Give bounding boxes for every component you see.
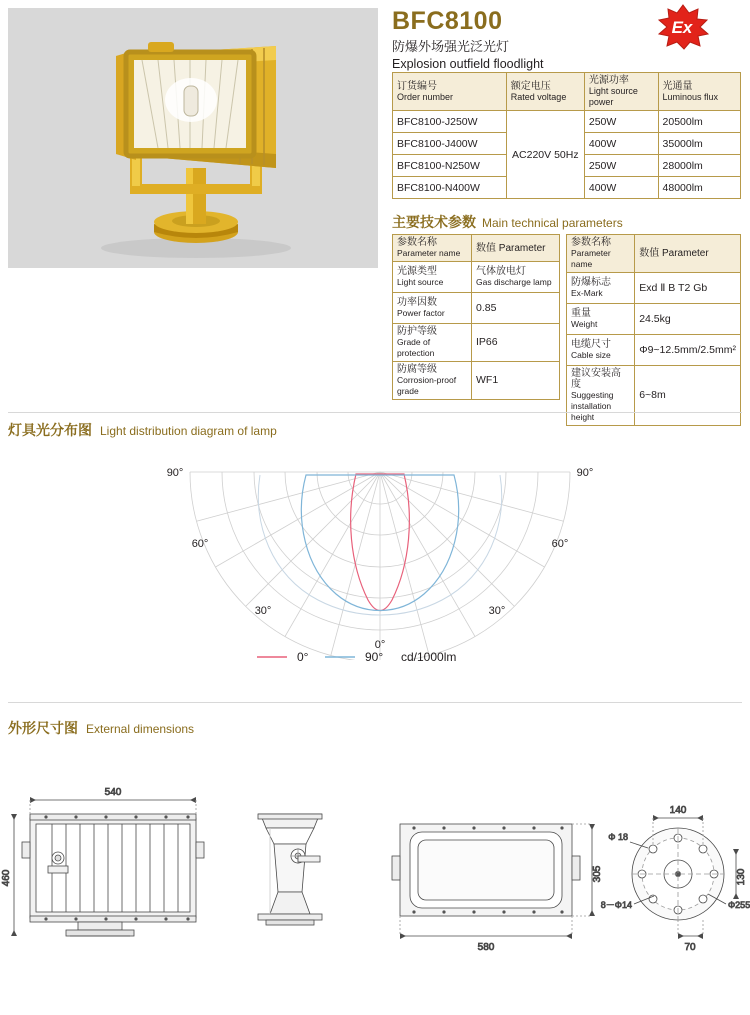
dim-bolt-holes: 8－Φ14 <box>600 900 632 910</box>
cell-rated-voltage: AC220V 50Hz <box>506 111 584 199</box>
param-name: 光源类型 Light source <box>393 262 472 293</box>
product-photo <box>8 8 378 268</box>
external-dimensions-heading: 外形尺寸图 External dimensions <box>8 720 195 736</box>
cell-order-number: BFC8100-J250W <box>393 111 507 133</box>
legend-unit: cd/1000lm <box>401 650 457 664</box>
dim-base-height: 130 <box>736 868 747 886</box>
col-order-number: 订货编号 Order number <box>393 73 507 111</box>
legend-graphic <box>255 648 515 666</box>
cell-order-number: BFC8100-N400W <box>393 177 507 199</box>
svg-text:Ex: Ex <box>671 18 693 37</box>
section-divider <box>8 702 742 703</box>
param-value: Φ9~12.5mm/2.5mm² <box>635 335 741 366</box>
cell-order-number: BFC8100-N250W <box>393 155 507 177</box>
cell-order-number: BFC8100-J400W <box>393 133 507 155</box>
product-name-cn: 防爆外场强光泛光灯 <box>392 39 510 54</box>
polar-photometric-plot <box>150 460 610 660</box>
light-distribution-heading: 灯具光分布图 Light distribution diagram of lamp <box>8 422 277 438</box>
product-model: BFC8100 <box>392 7 503 35</box>
cell-power: 400W <box>584 133 658 155</box>
param-name: 功率因数 Power factor <box>393 293 472 324</box>
legend-label-0deg: 0° <box>297 650 309 664</box>
dim-outer-dia: Φ255 <box>728 900 750 910</box>
external-dimension-drawings <box>0 770 750 980</box>
table-row <box>393 324 560 362</box>
table-row <box>567 304 741 335</box>
cell-flux: 20500lm <box>658 111 740 133</box>
light-distribution-legend <box>255 648 515 668</box>
main-parameters-heading: 主要技术参数 Main technical parameters <box>392 214 623 230</box>
param-name: 防护等级 Grade of protection <box>393 324 472 362</box>
param-value: WF1 <box>472 362 560 400</box>
table-row <box>567 273 741 304</box>
ex-badge-icon <box>655 4 711 50</box>
param-name: 电缆尺寸 Cable size <box>567 335 635 366</box>
main-parameters-table-left <box>392 234 560 400</box>
label-60-right: 60° <box>551 538 569 550</box>
legend-label-90deg: 90° <box>365 650 384 664</box>
dim-hole-dia: Φ 18 <box>608 832 628 842</box>
param-value: 6~8m <box>635 366 741 426</box>
label-30-right: 30° <box>488 605 506 617</box>
table-row <box>393 293 560 324</box>
top-view <box>392 824 603 953</box>
param-value: 24.5kg <box>635 304 741 335</box>
cell-power: 400W <box>584 177 658 199</box>
table-row <box>567 335 741 366</box>
table-row <box>393 362 560 400</box>
product-header-section <box>0 0 750 422</box>
param-name: 防爆标志 Ex-Mark <box>567 273 635 304</box>
product-name-en: Explosion outfield floodlight <box>392 57 544 71</box>
order-spec-table <box>392 72 741 199</box>
label-30-left: 30° <box>254 605 272 617</box>
cell-power: 250W <box>584 155 658 177</box>
label-0: 0° <box>374 639 386 651</box>
dim-top-height: 305 <box>592 865 603 883</box>
dim-front-width: 540 <box>104 787 122 798</box>
col-light-source-power: 光源功率 Light source power <box>584 73 658 111</box>
table-header-row <box>567 235 741 273</box>
dim-bolt-spacing: 70 <box>684 942 696 953</box>
cell-power: 250W <box>584 111 658 133</box>
param-name: 建议安装高度 Suggesting installation height <box>567 366 635 426</box>
dim-base-width: 140 <box>669 805 687 816</box>
cell-flux: 48000lm <box>658 177 740 199</box>
col-parameter-name: 参数名称 Parameter name <box>567 235 635 273</box>
table-row <box>393 111 741 133</box>
col-parameter-value: 数值 Parameter <box>472 235 560 262</box>
col-luminous-flux: 光通量 Luminous flux <box>658 73 740 111</box>
table-row <box>393 262 560 293</box>
col-parameter-value: 数值 Parameter <box>635 235 741 273</box>
main-parameters-table-right <box>566 234 741 426</box>
param-name: 重量 Weight <box>567 304 635 335</box>
param-value: IP66 <box>472 324 560 362</box>
side-view <box>258 814 322 925</box>
param-value: 0.85 <box>472 293 560 324</box>
dim-top-width: 580 <box>477 942 495 953</box>
dimension-drawings-svg <box>0 770 750 970</box>
light-distribution-diagram <box>150 460 610 660</box>
param-name: 防腐等级 Corrosion-proof grade <box>393 362 472 400</box>
cell-flux: 28000lm <box>658 155 740 177</box>
front-view <box>1 787 204 936</box>
col-rated-voltage: 额定电压 Rated voltage <box>506 73 584 111</box>
dim-front-height: 460 <box>1 869 12 887</box>
table-row <box>567 366 741 426</box>
label-90-left: 90° <box>166 467 184 479</box>
cell-flux: 35000lm <box>658 133 740 155</box>
floodlight-illustration <box>8 8 378 268</box>
table-header-row <box>393 235 560 262</box>
table-header-row <box>393 73 741 111</box>
section-divider <box>8 412 742 413</box>
label-90-right: 90° <box>576 467 594 479</box>
param-value: Exd Ⅱ B T2 Gb <box>635 273 741 304</box>
label-60-left: 60° <box>191 538 209 550</box>
ex-certification-badge <box>655 4 711 50</box>
param-value: 气体放电灯 Gas discharge lamp <box>472 262 560 293</box>
base-view <box>601 805 750 953</box>
col-parameter-name: 参数名称 Parameter name <box>393 235 472 262</box>
